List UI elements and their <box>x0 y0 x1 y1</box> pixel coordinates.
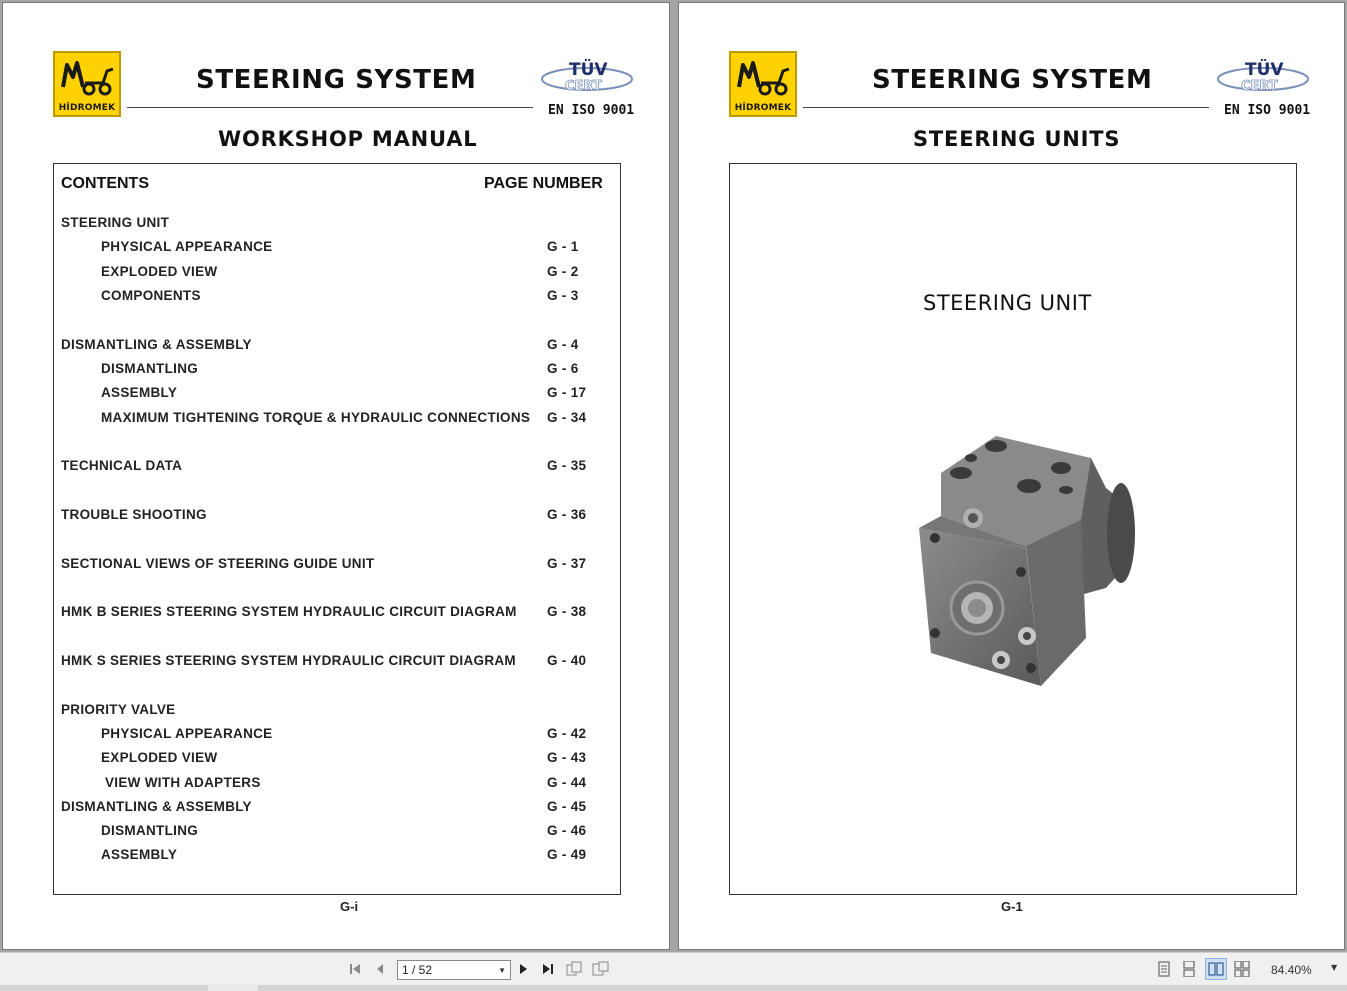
svg-text:CERT: CERT <box>1241 79 1278 94</box>
two-page-continuous-view-button[interactable] <box>1233 958 1251 980</box>
page-number-select[interactable] <box>397 960 511 980</box>
toc-label: COMPONENTS <box>101 288 201 303</box>
two-page-continuous-view-icon <box>1234 961 1250 977</box>
toc-label: EXPLODED VIEW <box>101 264 218 279</box>
toc-page: G - 17 <box>547 385 587 400</box>
toc-page: G - 44 <box>547 775 587 790</box>
prev-page-icon <box>374 962 386 976</box>
toc-page: G - 49 <box>547 847 587 862</box>
toc-label: TROUBLE SHOOTING <box>61 507 207 522</box>
iso-certification: EN ISO 9001 <box>548 103 635 118</box>
toc-page: G - 46 <box>547 823 587 838</box>
toc-page: G - 45 <box>547 799 587 814</box>
steering-unit-image <box>901 428 1141 697</box>
toc-page: G - 4 <box>547 337 579 352</box>
hidromek-logo <box>729 51 797 117</box>
toc-row[interactable] <box>61 556 601 574</box>
toc-page: G - 2 <box>547 264 579 279</box>
toc-label: PRIORITY VALVE <box>61 702 176 717</box>
toc-label: DISMANTLING <box>101 361 199 376</box>
toc-row[interactable] <box>61 264 601 282</box>
two-page-view-icon <box>1208 961 1224 977</box>
iso-certification: EN ISO 9001 <box>1224 103 1311 118</box>
toc-row[interactable] <box>61 847 601 865</box>
svg-text:TÜV: TÜV <box>569 60 608 80</box>
toc-label: HMK S SERIES STEERING SYSTEM HYDRAULIC CIRCUIT DIAGRAM <box>61 653 516 668</box>
toc-row[interactable] <box>61 410 601 428</box>
toc-page: G - 40 <box>547 653 587 668</box>
toc-label: DISMANTLING & ASSEMBLY <box>61 337 252 352</box>
continuous-view-icon <box>1182 961 1196 977</box>
first-page-icon <box>348 962 364 976</box>
toc-row[interactable] <box>61 604 601 622</box>
prev-page-button[interactable] <box>371 958 389 980</box>
toc-page: G - 38 <box>547 604 587 619</box>
single-page-view-button[interactable] <box>1155 958 1173 980</box>
toc-label: ASSEMBLY <box>101 847 178 862</box>
toc-label: DISMANTLING <box>101 823 199 838</box>
continuous-view-button[interactable] <box>1180 958 1198 980</box>
toc-row[interactable] <box>61 288 601 306</box>
toc-row[interactable] <box>61 775 601 793</box>
toc-page: G - 3 <box>547 288 579 303</box>
title-rule <box>803 107 1209 108</box>
document-subtitle: WORKSHOP MANUAL <box>218 127 478 151</box>
toc-page: G - 1 <box>547 239 579 254</box>
document-subtitle: STEERING UNITS <box>913 127 1121 151</box>
last-page-button[interactable] <box>539 958 557 980</box>
next-page-button[interactable] <box>514 958 532 980</box>
toc-label: SECTIONAL VIEWS OF STEERING GUIDE UNIT <box>61 556 375 571</box>
section-title: STEERING UNIT <box>923 291 1092 315</box>
toc-label: DISMANTLING & ASSEMBLY <box>61 799 252 814</box>
last-page-icon <box>540 962 556 976</box>
two-page-view-button[interactable] <box>1205 958 1227 980</box>
toc-page: G - 34 <box>547 410 587 425</box>
toc-page: G - 36 <box>547 507 587 522</box>
toc-row[interactable] <box>61 823 601 841</box>
toc-row[interactable] <box>61 215 601 233</box>
document-title: STEERING SYSTEM <box>872 65 1153 95</box>
toc-label: VIEW WITH ADAPTERS <box>105 775 261 790</box>
toc-label: PHYSICAL APPEARANCE <box>101 726 273 741</box>
page-footer-number: G-i <box>340 899 359 914</box>
toc-row[interactable] <box>61 653 601 671</box>
toc-row[interactable] <box>61 361 601 379</box>
toc-row[interactable] <box>61 799 601 817</box>
toc-row[interactable] <box>61 702 601 720</box>
toc-label: HMK B SERIES STEERING SYSTEM HYDRAULIC CIRCUIT DIAGRAM <box>61 604 517 619</box>
toc-page: G - 42 <box>547 726 587 741</box>
document-title: STEERING SYSTEM <box>196 65 477 95</box>
title-rule <box>127 107 533 108</box>
first-page-button[interactable] <box>347 958 365 980</box>
logo-brand-text: HİDROMEK <box>58 103 116 113</box>
toc-label: EXPLODED VIEW <box>101 750 218 765</box>
toc-row[interactable] <box>61 750 601 768</box>
toc-row[interactable] <box>61 337 601 355</box>
contents-header: CONTENTS <box>61 175 149 192</box>
hidromek-logo <box>53 51 121 117</box>
fit-page-icon <box>592 961 610 977</box>
toc-label: MAXIMUM TIGHTENING TORQUE & HYDRAULIC CONNECTIONS <box>101 410 531 425</box>
zoom-level[interactable]: 84.40% <box>1271 963 1312 977</box>
toc-row[interactable] <box>61 239 601 257</box>
toc-row[interactable] <box>61 507 601 525</box>
tuv-cert-logo <box>539 57 635 95</box>
page-number-header: PAGE NUMBER <box>484 175 603 192</box>
toc-label: ASSEMBLY <box>101 385 178 400</box>
zoom-dropdown-icon[interactable]: ▼ <box>1331 963 1338 972</box>
tuv-cert-logo <box>1215 57 1311 95</box>
toc-page: G - 37 <box>547 556 587 571</box>
horizontal-scrollbar[interactable] <box>0 985 1347 991</box>
toc-label: TECHNICAL DATA <box>61 458 183 473</box>
toc-row[interactable] <box>61 385 601 403</box>
page-number-value: 1 / 52 <box>402 963 433 977</box>
fit-page-button[interactable] <box>592 958 610 980</box>
pdf-page-left <box>2 2 670 950</box>
pdf-page-right <box>678 2 1345 950</box>
rotate-page-button[interactable] <box>566 958 584 980</box>
chevron-down-icon: ▼ <box>498 966 506 975</box>
scrollbar-thumb[interactable] <box>208 985 258 991</box>
page-footer-number: G-1 <box>1001 899 1023 914</box>
toc-page: G - 43 <box>547 750 587 765</box>
toc-label: STEERING UNIT <box>61 215 170 230</box>
toc-row[interactable] <box>61 458 601 476</box>
svg-text:TÜV: TÜV <box>1245 60 1284 80</box>
toc-page: G - 6 <box>547 361 579 376</box>
next-page-icon <box>517 962 529 976</box>
logo-brand-text: HİDROMEK <box>734 103 792 113</box>
toc-label: PHYSICAL APPEARANCE <box>101 239 273 254</box>
toc-page: G - 35 <box>547 458 587 473</box>
toc-row[interactable] <box>61 726 601 744</box>
single-page-view-icon <box>1157 961 1171 977</box>
rotate-page-icon <box>566 961 584 977</box>
svg-text:CERT: CERT <box>565 79 602 94</box>
